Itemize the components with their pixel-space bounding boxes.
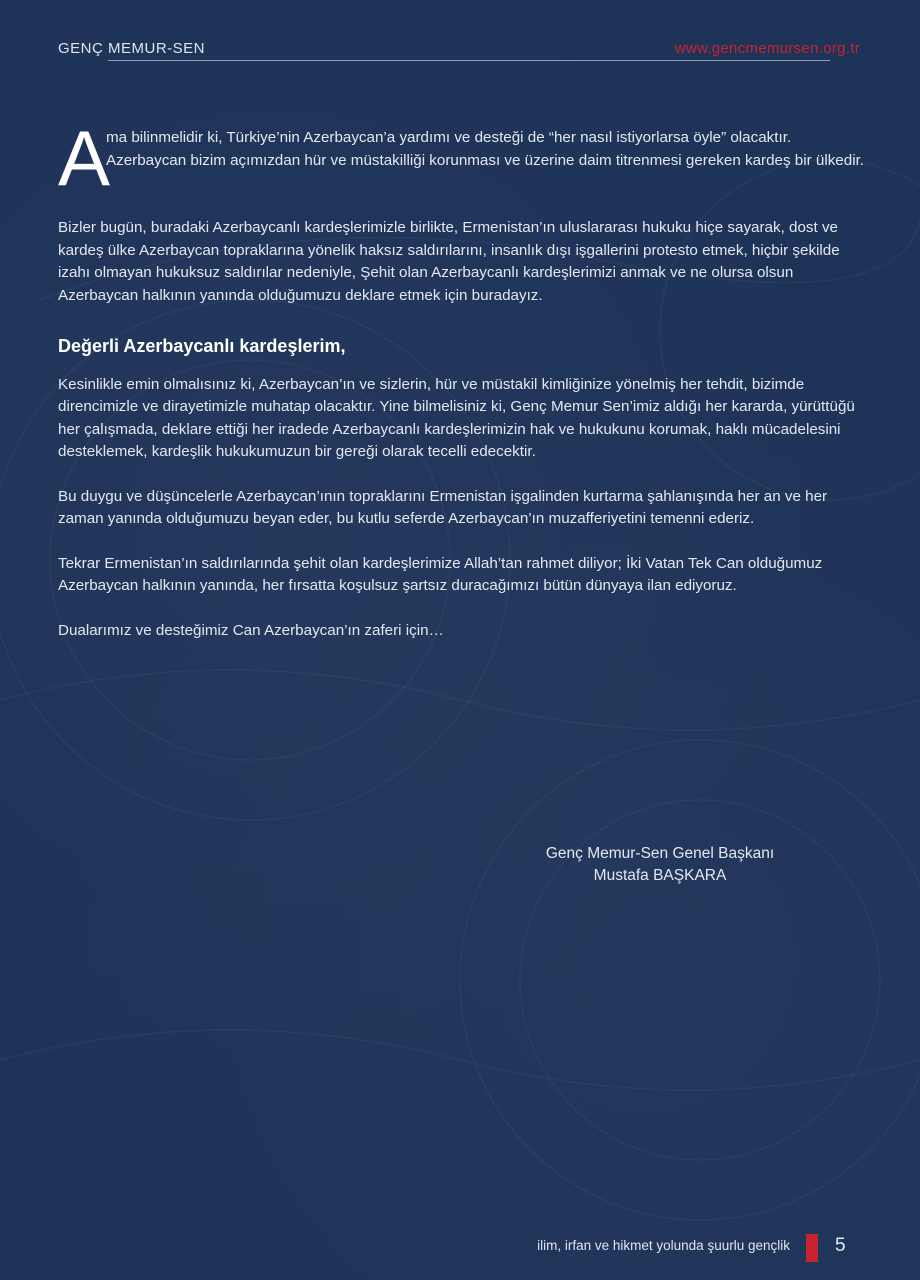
- signature-block: [500, 843, 820, 887]
- page-number: 5: [835, 1235, 846, 1256]
- section-heading: Değerli Azerbaycanlı kardeşlerim,: [58, 336, 346, 356]
- footer-slogan: ilim, irfan ve hikmet yolunda şuurlu gençlik: [537, 1238, 790, 1253]
- header-url[interactable]: www.gencmemursen.org.tr: [674, 40, 860, 57]
- header-divider: [108, 60, 830, 61]
- footer-accent-bar: [806, 1234, 818, 1262]
- article-body: [58, 114, 868, 664]
- header-title: GENÇ MEMUR-SEN: [58, 40, 206, 57]
- lead-paragraph: [58, 114, 868, 202]
- lead-text: ma bilinmelidir ki, Türkiye’nin Azerbaycan’a yardımı ve desteği de “her nasıl istiyorlarsa öyle” olacaktır. Azerbaycan bizim açımızdan hür ve müstakilliği korunması ve üzerine daim titrenmesi gereken kardeş bir ülkedir.: [106, 129, 865, 169]
- paragraph: Dualarımız ve desteğimiz Can Azerbaycan’ın zaferi için…: [58, 621, 444, 639]
- signature-title: Genç Memur-Sen Genel Başkanı: [545, 845, 775, 862]
- signature-name: Mustafa BAŞKARA: [593, 867, 727, 884]
- paragraph: Tekrar Ermenistan’ın saldırılarında şehit olan kardeşlerimize Allah’tan rahmet diliyor; İki Vatan Tek Can olduğumuz Azerbaycan halkının yanında, her fırsatta koşulsuz şartsız duracağımızı bütün dünyaya ilan ediyoruz.: [58, 554, 823, 594]
- paragraph: Kesinlikle emin olmalısınız ki, Azerbaycan’ın ve sizlerin, hür ve müstakil kimliğinize yönelmiş her tehdit, bizimde direncimizle ve dirayetimizle muhatap olacaktır. Yine bilmelisiniz ki, Genç Memur Sen’imiz aldığı her kararda, yürüttüğü her çalışmada, deklare ettiği her iradede Azerbaycanlı kardeşlerimizin hak ve hukukunu korumak, haklı mücadelesini desteklemek, kardeşlik hukukumuzun bir gereği olarak tecelli edecektir.: [58, 375, 855, 460]
- paragraph: Bu duygu ve düşüncelerle Azerbaycan’ının topraklarını Ermenistan işgalinden kurtarma şahlanışında her an ve her zaman yanında olduğumuzu beyan eder, bu kutlu seferde Azerbaycan’ın muzafferiyetini temenni ederiz.: [58, 487, 828, 527]
- drop-cap: A: [58, 114, 111, 202]
- paragraph: Bizler bugün, buradaki Azerbaycanlı kardeşlerimizle birlikte, Ermenistan’ın uluslararası hukuku hiçe sayarak, dost ve kardeş ülke Azerbaycan topraklarına yönelik haksız saldırılarını, insanlık dışı işgallerini protesto etmek, hiçbir şekilde izahı olmayan hukuksuz saldırılar nedeniyle, Şehit olan Azerbaycanlı kardeşlerimizi anmak ve ne olursa olsun Azerbaycan halkının yanında olduğumuzu deklare etmek için buradayız.: [58, 219, 840, 304]
